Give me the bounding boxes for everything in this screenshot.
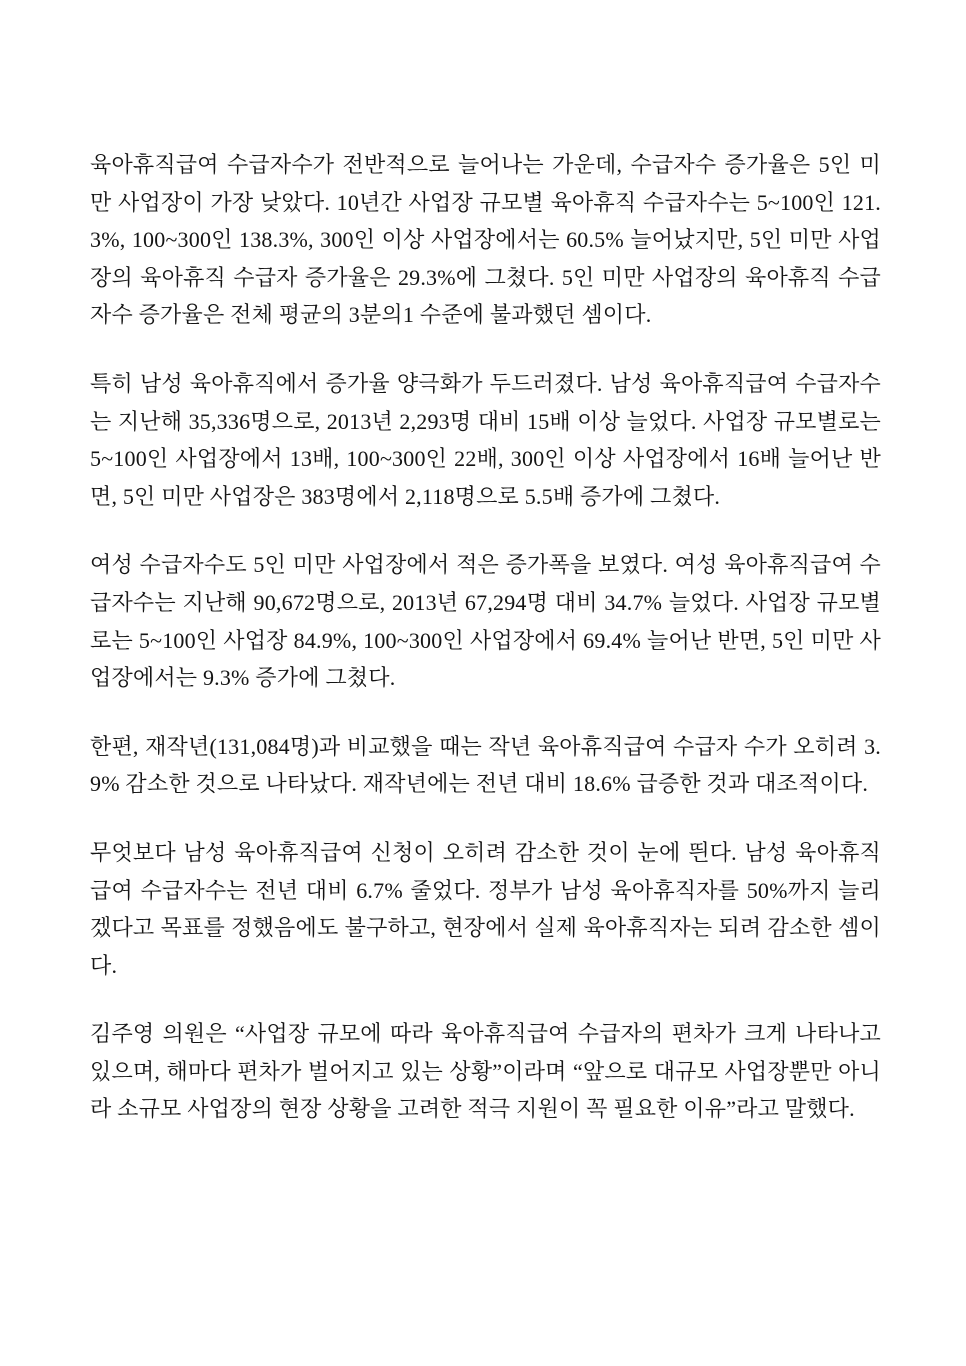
paragraph-male-leave-decline: 무엇보다 남성 육아휴직급여 신청이 오히려 감소한 것이 눈에 띈다. 남성 육아휴직급여 수급자수는 전년 대비 6.7% 줄었다. 정부가 남성 육아휴직자를 50%까지 늘리겠다고 목표를 정했음에도 불구하고, 현장에서 실제 육아휴직자는 되려 감소한 셈이다.: [90, 839, 881, 978]
paragraph-male-leave-growth: 특히 남성 육아휴직에서 증가율 양극화가 두드러졌다. 남성 육아휴직급여 수급자수는 지난해 35,336명으로, 2013년 2,293명 대비 15배 이상 늘었다. 사업장 규모별로는 5~100인 사업장에서 13배, 100~300인 22배, 300인 이상 사업장에서 16배 늘어난 반면, 5인 미만 사업장은 383명에서 2,118명으로 5.5배 증가에 그쳤다.: [90, 370, 881, 509]
paragraph-yearly-comparison: 한편, 재작년(131,084명)과 비교했을 때는 작년 육아휴직급여 수급자 수가 오히려 3.9% 감소한 것으로 나타났다. 재작년에는 전년 대비 18.6% 급증한 것과 대조적이다.: [90, 733, 881, 797]
article-body: [90, 146, 881, 1128]
paragraph-intro-overview: 육아휴직급여 수급자수가 전반적으로 늘어나는 가운데, 수급자수 증가율은 5인 미만 사업장이 가장 낮았다. 10년간 사업장 규모별 육아휴직 수급자수는 5~100인 121.3%, 100~300인 138.3%, 300인 이상 사업장에서는 60.5% 늘어났지만, 5인 미만 사업장의 육아휴직 수급자 증가율은 29.3%에 그쳤다. 5인 미만 사업장의 육아휴직 수급자수 증가율은 전체 평균의 3분의1 수준에 불과했던 셈이다.: [90, 152, 881, 328]
paragraph-lawmaker-quote: 김주영 의원은 “사업장 규모에 따라 육아휴직급여 수급자의 편차가 크게 나타나고 있으며, 해마다 편차가 벌어지고 있는 상황”이라며 “앞으로 대규모 사업장뿐만 아니라 소규모 사업장의 현장 상황을 고려한 적극 지원이 꼭 필요한 이유”라고 말했다.: [90, 1021, 881, 1122]
paragraph-female-leave-growth: 여성 수급자수도 5인 미만 사업장에서 적은 증가폭을 보였다. 여성 육아휴직급여 수급자수는 지난해 90,672명으로, 2013년 67,294명 대비 34.7% 늘었다. 사업장 규모별로는 5~100인 사업장 84.9%, 100~300인 사업장에서 69.4% 늘어난 반면, 5인 미만 사업장에서는 9.3% 증가에 그쳤다.: [90, 552, 881, 691]
